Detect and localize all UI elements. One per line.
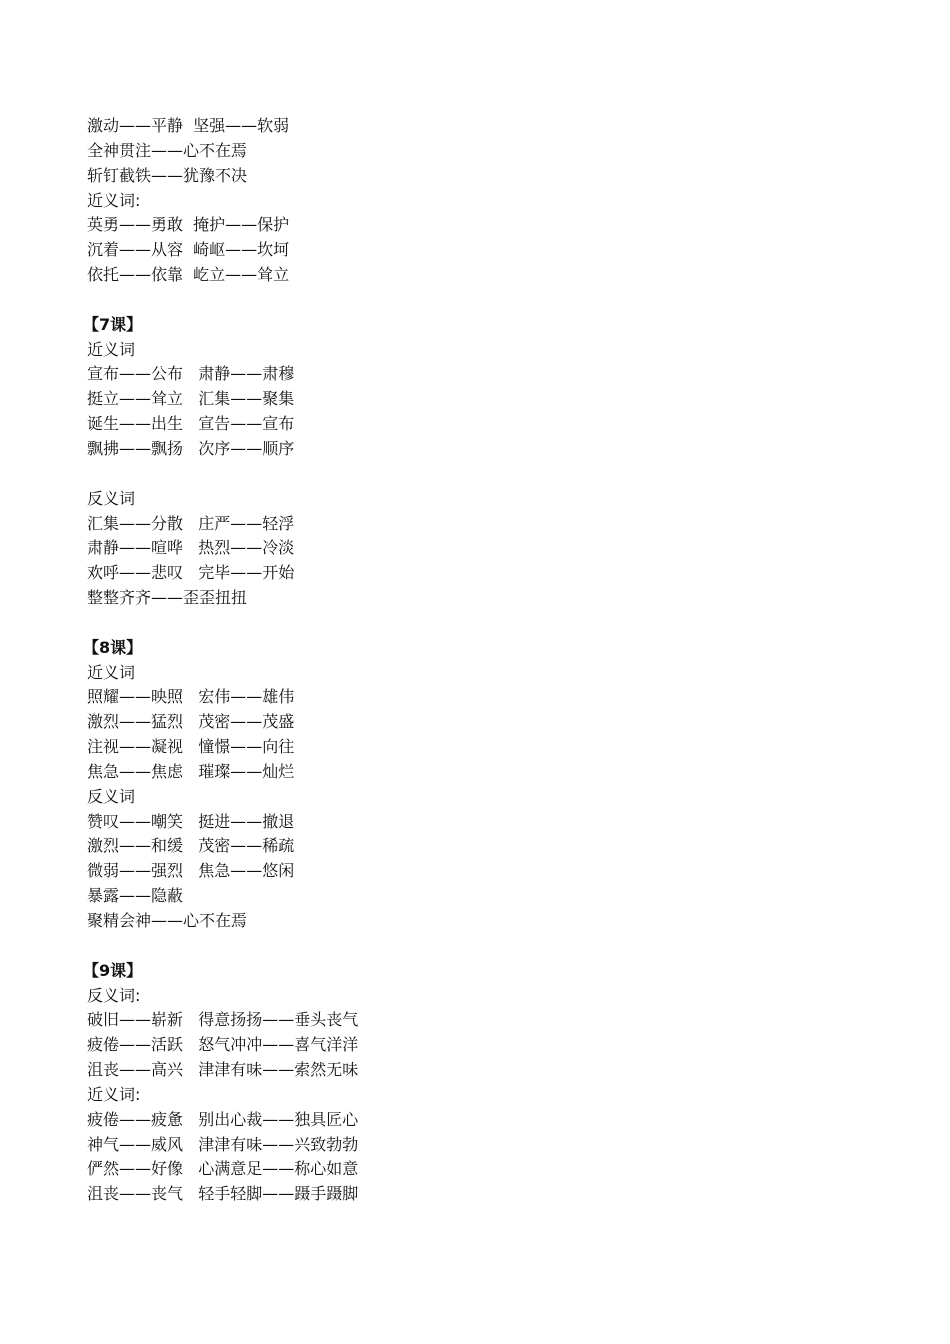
text-line: 注视——凝视 憧憬——向往 — [87, 737, 295, 757]
text-line: 焦急——焦虑 璀璨——灿烂 — [87, 761, 295, 781]
lesson-heading: 【8课】 — [83, 637, 143, 657]
text-line: 整整齐齐——歪歪扭扭 — [87, 588, 248, 608]
text-line: 俨然——好像 心满意足——称心如意 — [87, 1159, 359, 1179]
text-line: 照耀——映照 宏伟——雄伟 — [87, 687, 295, 707]
text-line: 微弱——强烈 焦急——悠闲 — [87, 861, 295, 881]
section-label: 近义词: — [87, 1084, 141, 1104]
text-line: 沮丧——高兴 津津有味——索然无味 — [87, 1060, 359, 1080]
text-line: 暴露——隐蔽 — [87, 886, 184, 906]
text-line: 破旧——崭新 得意扬扬——垂头丧气 — [87, 1010, 359, 1030]
lesson-heading: 【7课】 — [83, 314, 143, 334]
text-line: 宣布——公布 肃静——肃穆 — [87, 364, 295, 384]
text-line: 英勇——勇敢 掩护——保护 — [87, 215, 290, 235]
text-line: 赞叹——嘲笑 挺进——撤退 — [87, 811, 295, 831]
text-line: 神气——威风 津津有味——兴致勃勃 — [87, 1134, 359, 1154]
text-line: 激动——平静 坚强——软弱 — [87, 116, 290, 135]
text-line: 沮丧——丧气 轻手轻脚——蹑手蹑脚 — [87, 1184, 359, 1204]
text-line: 依托——依靠 屹立——耸立 — [87, 265, 290, 285]
blank-line — [87, 934, 887, 959]
section-label: 近义词 — [87, 339, 136, 359]
text-line: 疲倦——活跃 怒气冲冲——喜气洋洋 — [87, 1035, 359, 1055]
lesson-heading: 【9课】 — [83, 960, 143, 980]
section-label: 反义词: — [87, 985, 141, 1005]
text-line: 汇集——分散 庄严——轻浮 — [87, 513, 295, 533]
text-line: 欢呼——悲叹 完毕——开始 — [87, 563, 295, 583]
blank-line — [87, 288, 887, 313]
text-line: 激烈——和缓 茂密——稀疏 — [87, 836, 295, 856]
document-page — [83, 114, 887, 1207]
blank-line — [87, 611, 887, 636]
text-line: 全神贯注——心不在焉 — [87, 140, 248, 160]
text-line: 肃静——喧哗 热烈——冷淡 — [87, 538, 295, 558]
text-line: 诞生——出生 宣告——宣布 — [87, 414, 295, 434]
text-line: 激烈——猛烈 茂密——茂盛 — [87, 712, 295, 732]
section-label: 近义词: — [87, 190, 141, 210]
text-line: 挺立——耸立 汇集——聚集 — [87, 389, 295, 409]
text-line: 聚精会神——心不在焉 — [87, 911, 248, 930]
blank-line — [87, 462, 887, 487]
section-label: 反义词 — [87, 786, 136, 806]
text-line: 飘拂——飘扬 次序——顺序 — [87, 438, 295, 458]
text-line: 疲倦——疲惫 别出心裁——独具匠心 — [87, 1109, 359, 1129]
section-label: 反义词 — [87, 488, 136, 508]
text-line: 沉着——从容 崎岖——坎坷 — [87, 240, 290, 260]
section-label: 近义词 — [87, 662, 136, 682]
text-line: 斩钉截铁——犹豫不决 — [87, 165, 248, 185]
